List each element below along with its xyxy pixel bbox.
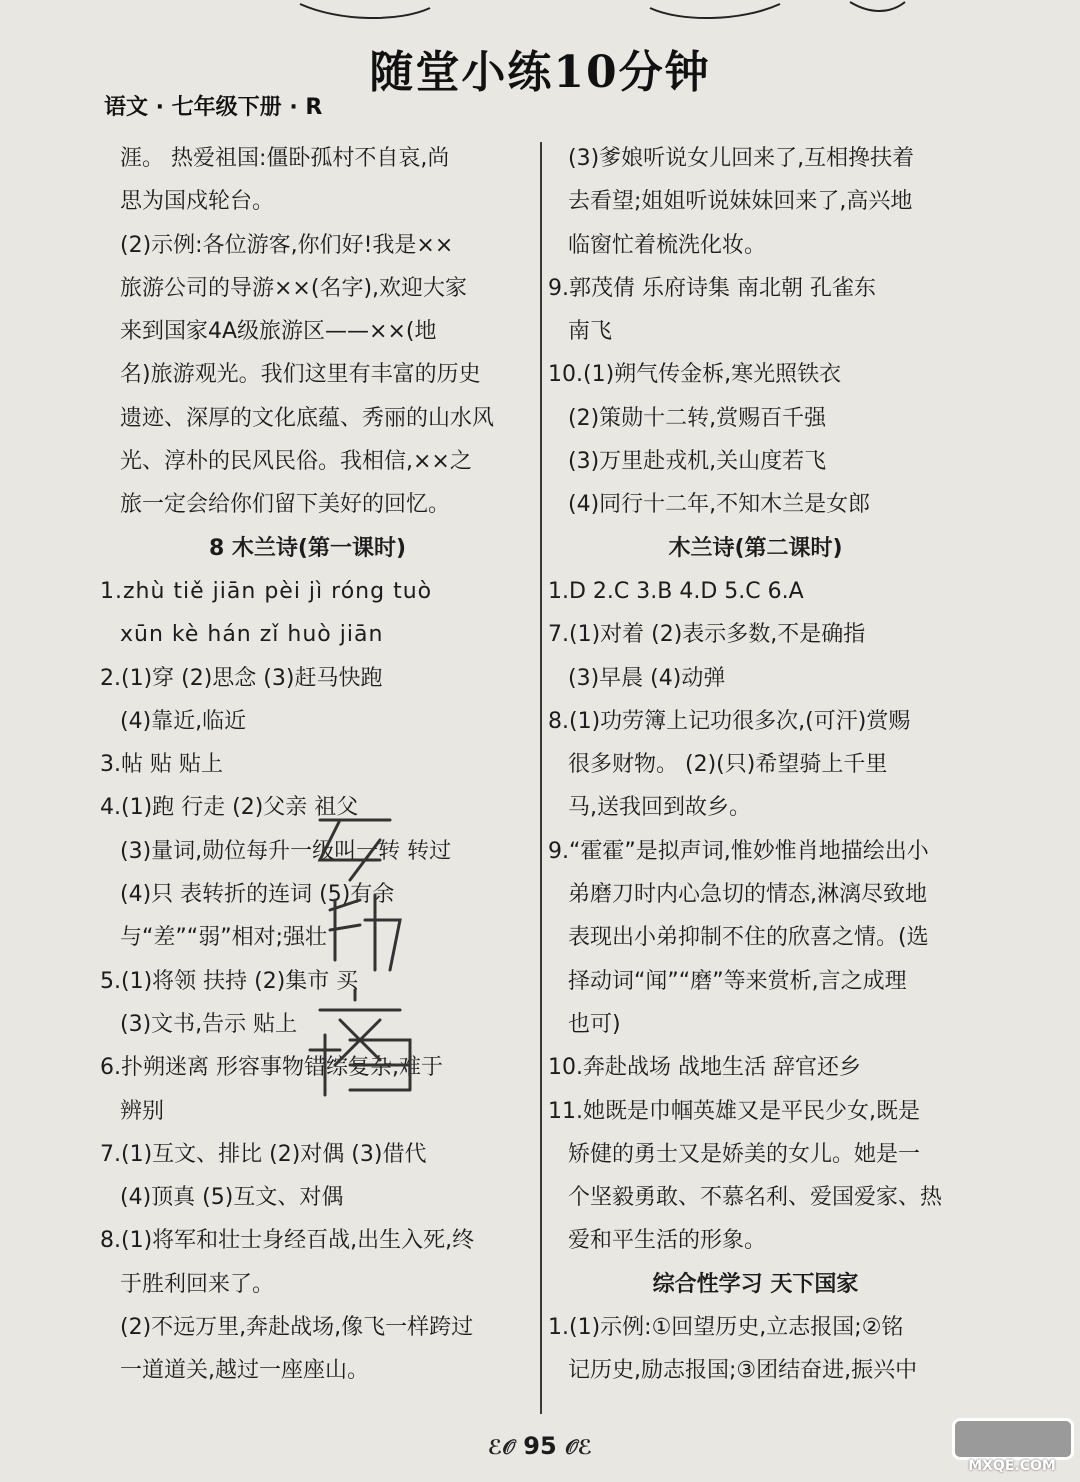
answer-line: (4)靠近,临近 [120, 708, 247, 734]
answer-line: (3)爹娘听说女儿回来了,互相搀扶着 [568, 146, 915, 171]
answer-line: (3)文书,告示 贴上 [120, 1011, 298, 1037]
footer-right-ornament: 𝒪ℰ [565, 1435, 593, 1459]
answer-line: 11.她既是巾帼英雄又是平民少女,既是 [548, 1098, 920, 1124]
answer-line: 光、淳朴的民风民俗。我相信,××之 [120, 449, 472, 475]
answer-line: 也可) [568, 1011, 621, 1037]
answer-line: 南飞 [568, 319, 613, 345]
answer-line: 旅游公司的导游××(名字),欢迎大家 [120, 275, 468, 301]
answer-line: 马,送我回到故乡。 [568, 795, 751, 821]
answer-line: 个坚毅勇敢、不慕名利、爱国爱家、热 [568, 1185, 943, 1211]
answer-line: 6.扑朔迷离 形容事物错综复杂,难于 [100, 1055, 443, 1081]
answer-line: 8.(1)功劳簿上记功很多次,(可汗)赏赐 [548, 708, 911, 734]
section-heading: 8 木兰诗(第一课时) [208, 535, 407, 561]
answer-line: 记历史,励志报国;③团结奋进,振兴中 [568, 1358, 918, 1384]
watermark [952, 1418, 1072, 1474]
answer-line: 3.帖 贴 贴上 [100, 752, 223, 778]
footer-left-ornament: ℰ𝒪 [487, 1435, 515, 1459]
answer-line: 旅一定会给你们留下美好的回忆。 [120, 492, 451, 518]
answer-line: 5.(1)将领 扶持 (2)集市 买 [100, 968, 359, 994]
answer-line: 来到国家4A级旅游区——××(地 [120, 319, 437, 345]
answer-line: 表现出小弟抑制不住的欣喜之情。(选 [568, 925, 929, 951]
page-footer [0, 1432, 1080, 1460]
answer-line: 2.(1)穿 (2)思念 (3)赶马快跑 [100, 665, 383, 691]
answer-line: (4)顶真 (5)互文、对偶 [120, 1185, 344, 1211]
answer-line: 于胜利回来了。 [120, 1271, 275, 1297]
answer-line: 辨别 [120, 1098, 165, 1124]
answer-line: 涯。 热爱祖国:僵卧孤村不自哀,尚 [120, 146, 450, 171]
answer-line: 8.(1)将军和壮士身经百战,出生入死,终 [100, 1228, 475, 1254]
watermark-logo-icon [952, 1418, 1074, 1460]
answer-line: 择动词“闻”“磨”等来赏析,言之成理 [568, 968, 907, 994]
answer-line: 临窗忙着梳洗化妆。 [568, 232, 767, 258]
answer-line: 9.“霍霍”是拟声词,惟妙惟肖地描绘出小 [548, 838, 929, 864]
answer-line: 10.(1)朔气传金柝,寒光照铁衣 [548, 362, 842, 388]
answer-line: 遗迹、深厚的文化底蕴、秀丽的山水风 [120, 405, 495, 431]
answer-line: 10.奔赴战场 战地生活 辞官还乡 [548, 1055, 861, 1081]
answer-line: 去看望;姐姐听说妹妹回来了,高兴地 [568, 189, 913, 215]
answer-line: 1.(1)示例:①回望历史,立志报国;②铭 [548, 1315, 904, 1341]
answer-line: 7.(1)对着 (2)表示多数,不是确指 [548, 622, 866, 648]
answer-line: (3)万里赴戎机,关山度若飞 [568, 449, 827, 475]
answer-line: (3)量词,勋位每升一级叫一转 转过 [120, 838, 452, 864]
section-heading: 综合性学习 天下国家 [652, 1271, 859, 1297]
answer-line: 4.(1)跑 行走 (2)父亲 祖父 [100, 795, 359, 821]
answer-line: 1.D 2.C 3.B 4.D 5.C 6.A [548, 578, 804, 604]
answer-line: 弟磨刀时内心急切的情态,淋漓尽致地 [568, 882, 927, 908]
answer-line: 思为国戍轮台。 [120, 189, 275, 215]
top-decorative-swash [0, 0, 1080, 26]
answer-line: (3)早晨 (4)动弹 [568, 665, 726, 691]
answer-line: 1.zhù tiě jiān pèi jì róng tuò [100, 578, 433, 604]
left-column [100, 137, 515, 1393]
answer-line: 一道道关,越过一座座山。 [120, 1358, 369, 1384]
page-number: 95 [523, 1432, 557, 1460]
answer-line: 9.郭茂倩 乐府诗集 南北朝 孔雀东 [548, 275, 876, 301]
answer-line: 很多财物。 (2)(只)希望骑上千里 [568, 752, 888, 778]
answer-line: (4)同行十二年,不知木兰是女郎 [568, 492, 871, 518]
answer-line: (2)示例:各位游客,你们好!我是×× [120, 232, 454, 258]
answer-line: xūn kè hán zǐ huò jiān [120, 622, 384, 648]
page-title: 随堂小练10分钟 [369, 47, 711, 98]
answer-line: 7.(1)互文、排比 (2)对偶 (3)借代 [100, 1141, 427, 1167]
answer-line: 与“差”“弱”相对;强壮 [120, 925, 328, 951]
watermark-url: MXQE.COM [968, 1458, 1056, 1474]
subject-label: 语文 · 七年级下册 · R [104, 95, 323, 120]
right-column [548, 137, 963, 1393]
answer-line: 矫健的勇士又是娇美的女儿。她是一 [568, 1141, 921, 1167]
section-heading: 木兰诗(第二课时) [668, 535, 843, 561]
answer-line: 名)旅游观光。我们这里有丰富的历史 [120, 362, 481, 388]
answer-line: 爱和平生活的形象。 [568, 1228, 767, 1254]
column-divider [540, 142, 542, 1414]
answer-line: (4)只 表转折的连词 (5)有余 [120, 882, 395, 908]
answer-line: (2)不远万里,奔赴战场,像飞一样跨过 [120, 1315, 474, 1341]
answer-line: (2)策勋十二转,赏赐百千强 [568, 405, 827, 431]
